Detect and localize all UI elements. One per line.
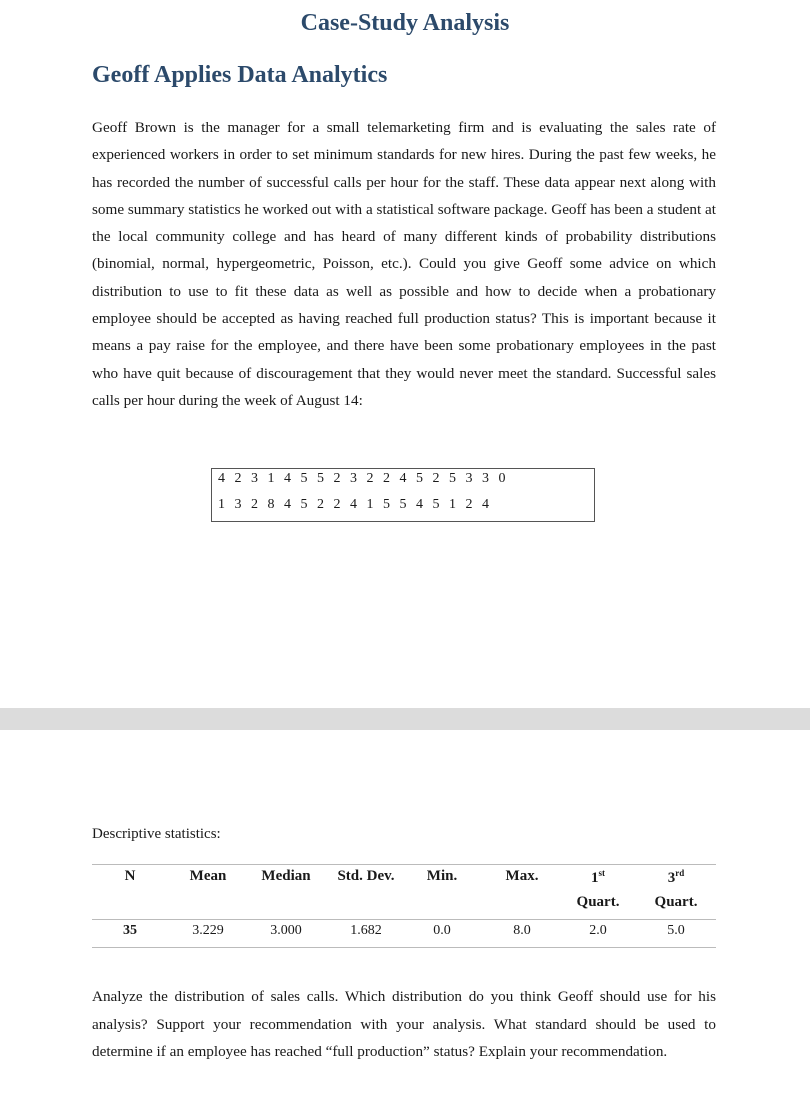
- data-value: 2: [366, 471, 374, 486]
- third-quartile-number: 3: [667, 870, 676, 886]
- header-median: Median: [261, 868, 311, 884]
- data-value: 3: [350, 471, 357, 486]
- data-value: 8: [267, 497, 275, 512]
- data-value: 2: [333, 471, 341, 486]
- header-mean: Mean: [189, 868, 227, 884]
- data-value: 3: [482, 471, 489, 486]
- header-third-quartile-label: Quart.: [654, 894, 698, 910]
- data-value: 0: [498, 471, 506, 486]
- data-value: 4: [284, 471, 291, 486]
- value-std-dev: 1.682: [350, 923, 382, 938]
- descriptive-statistics-table: [92, 864, 716, 948]
- data-row-1: [218, 471, 515, 487]
- data-value: 4: [350, 497, 357, 512]
- first-quartile-suffix: st: [598, 868, 605, 878]
- header-first-quartile-label: Quart.: [576, 894, 620, 910]
- data-value: 4: [399, 471, 407, 486]
- data-row-2: [218, 497, 499, 513]
- data-value: 2: [432, 471, 440, 486]
- data-value: 4: [416, 497, 423, 512]
- data-value: 4: [482, 497, 489, 512]
- header-std-dev: Std. Dev.: [337, 868, 395, 884]
- value-min: 0.0: [433, 923, 451, 938]
- section-title: Geoff Applies Data Analytics: [92, 62, 388, 88]
- header-min: Min.: [426, 868, 458, 884]
- data-value: 2: [465, 497, 473, 512]
- value-first-quartile: 2.0: [589, 923, 607, 938]
- first-quartile-number: 1: [591, 870, 599, 886]
- value-max: 8.0: [513, 923, 531, 938]
- value-mean: 3.229: [192, 923, 224, 938]
- data-value: 2: [234, 471, 242, 486]
- intro-paragraph: Geoff Brown is the manager for a small telemarketing firm and is evaluating the sales rate of experienced workers in order to set minimum standards for new hires. During the past few weeks, he has recorded the number of successful calls per hour for the staff. These data appear next along with some summary statistics he worked out with a statistical software package. Geoff has been a student at the local community college and has heard of many different kinds of probability distributions (binomial, normal, hypergeometric, Poisson, etc.). Could you give Geoff some advice on which distribution to use to fit these data as well as possible and how to decide when a probationary employee should be accepted as having reached full production status? This is important because it means a pay raise for the employee, and there have been some probationary employees in the past who have quit because of discouragement that they would never meet the standard. Successful sales calls per hour during the week of August 14:: [92, 119, 716, 409]
- analysis-prompt-paragraph: Analyze the distribution of sales calls. Which distribution do you think Geoff should use for his analysis? Support your recommendation with your analysis. What standard should be used to determine if an employee has reached “full production” status? Explain your recommendation.: [92, 988, 716, 1060]
- table-rule: [92, 919, 716, 920]
- table-rule: [92, 864, 716, 865]
- data-value: 5: [317, 471, 324, 486]
- data-value: 3: [234, 497, 242, 512]
- header-first-quartile-rank: [567, 868, 629, 887]
- value-median: 3.000: [270, 923, 302, 938]
- data-value: 5: [416, 471, 423, 486]
- page-2: [0, 730, 810, 1096]
- data-value: 5: [432, 497, 440, 512]
- data-value: 5: [300, 471, 308, 486]
- data-value: 1: [366, 497, 374, 512]
- data-value: 4: [218, 471, 225, 486]
- data-value: 2: [333, 497, 341, 512]
- data-value: 4: [284, 497, 291, 512]
- header-n: N: [124, 868, 136, 884]
- value-third-quartile: 5.0: [667, 923, 685, 938]
- case-study-title: Case-Study Analysis: [300, 10, 510, 36]
- data-value: 3: [251, 471, 258, 486]
- data-value: 5: [399, 497, 407, 512]
- sales-calls-data-table: [211, 468, 595, 522]
- data-value: 1: [267, 471, 275, 486]
- data-value: 1: [449, 497, 456, 512]
- header-max: Max.: [505, 868, 539, 884]
- data-value: 2: [251, 497, 258, 512]
- data-value: 2: [317, 497, 324, 512]
- header-third-quartile-rank: [645, 868, 707, 887]
- page-separator: [0, 708, 810, 730]
- data-value: 2: [383, 471, 390, 486]
- value-n: 35: [123, 923, 137, 938]
- data-value: 1: [218, 497, 225, 512]
- data-value: 3: [465, 471, 473, 486]
- descriptive-statistics-label: Descriptive statistics:: [92, 826, 221, 842]
- table-rule: [92, 947, 716, 948]
- data-value: 5: [449, 471, 456, 486]
- data-value: 5: [300, 497, 308, 512]
- data-value: 5: [383, 497, 390, 512]
- third-quartile-suffix: rd: [675, 868, 685, 878]
